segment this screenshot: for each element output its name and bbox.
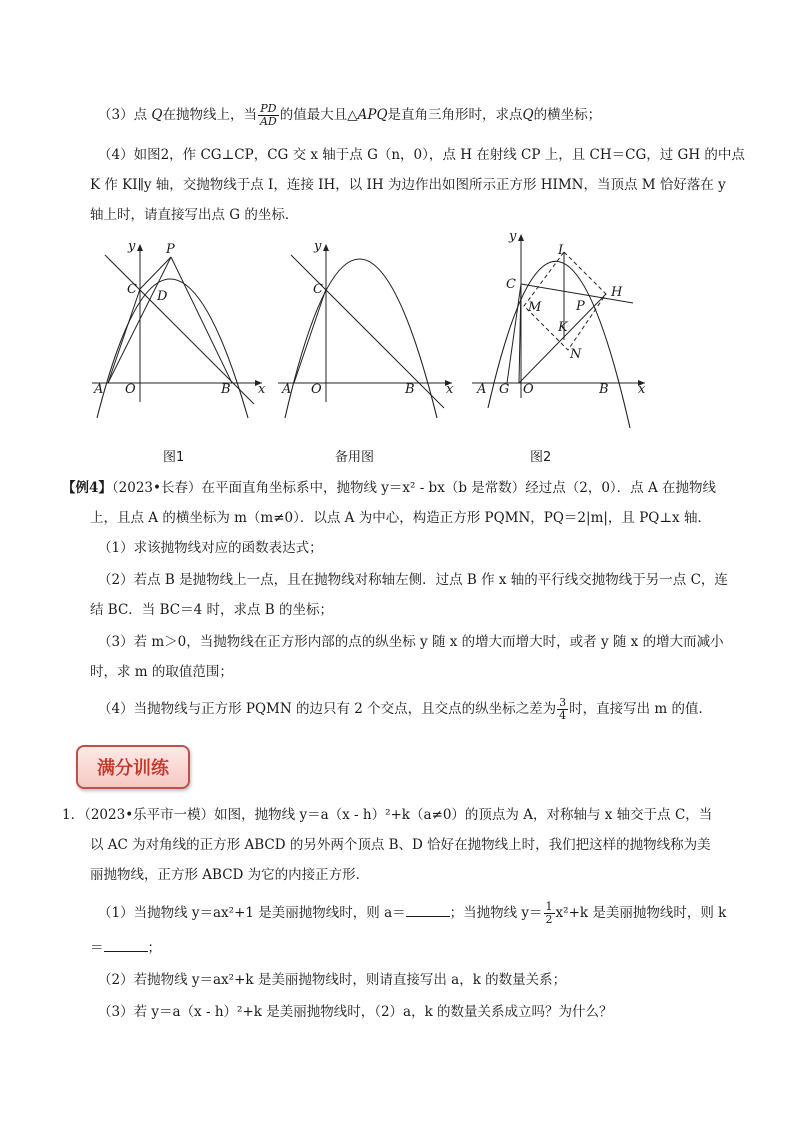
question-4-line3: 轴上时，请直接写出点 G 的坐标．	[90, 207, 299, 223]
fig1-label-x: x	[258, 382, 266, 397]
fig1-label-o: O	[125, 382, 136, 397]
caption-backup: 备用图	[335, 450, 375, 465]
fig1-seg-ac	[108, 289, 140, 383]
fig1-label-a: A	[94, 382, 104, 397]
fig3-label-o: O	[523, 382, 534, 397]
figure-1	[92, 239, 266, 418]
example-4-q2-line1: （2）若点 B 是抛物线上一点，且在抛物线对称轴左侧．过点 B 作 x 轴的平行线交抛物线于另一点 C，连	[98, 572, 728, 588]
fig3-label-x: x	[638, 382, 646, 397]
figure-2	[472, 229, 646, 428]
fig2-label-x: x	[446, 382, 454, 397]
fig3-y-arrow	[518, 234, 524, 241]
fig3-label-c: C	[506, 277, 516, 292]
question-4-line1: （4）如图2，作 CG⊥CP，CG 交 x 轴于点 G（n，0），点 H 在射线 CP 上，且 CH＝CG，过 GH 的中点	[98, 147, 745, 163]
fig3-label-a: A	[477, 382, 487, 397]
fraction-1-2: $\frac{1}{2}$	[545, 900, 553, 926]
problem-1-q2: （2）若抛物线 y＝ax²+k 是美丽抛物线时，则请直接写出 a，k 的数量关系；	[98, 972, 567, 988]
caption-fig1: 图1	[163, 450, 185, 465]
caption-fig2: 图2	[530, 450, 552, 465]
fraction-pd-ad: $\frac{PD}{AD}$	[259, 102, 277, 128]
fig2-seg-ac	[294, 289, 326, 383]
fig2-label-c: C	[313, 282, 323, 297]
fig1-y-arrow	[137, 244, 143, 251]
fig1-label-b: B	[221, 382, 231, 397]
fig3-label-i: I	[558, 243, 564, 258]
problem-1-q1: （1）当抛物线 y＝ax²+1 是美丽抛物线时，则 a＝ ；当抛物线 y＝ $\frac{1}{2}$ x²+k 是美丽抛物线时，则 k	[98, 900, 727, 926]
fraction-3-4: $\frac{3}{4}$	[559, 696, 567, 722]
answer-blank-k[interactable]	[104, 938, 148, 952]
fig1-label-y: y	[128, 239, 136, 254]
fig2-label-y: y	[314, 239, 322, 254]
fig3-label-m: M	[528, 300, 542, 315]
fig1-label-d: D	[157, 289, 168, 304]
fig3-label-n: N	[570, 347, 582, 362]
question-3: （3）点 Q在抛物线上，当 $\frac{PD}{AD}$ 的值最大且△APQ是直角三角形时，求点Q的横坐标；	[98, 102, 602, 128]
fig2-label-b: B	[405, 382, 415, 397]
example-4-line2: 上，且点 A 的横坐标为 m（m≠0）．以点 A 为中心，构造正方形 PQMN，PQ＝2|m|，且 PQ⊥x 轴．	[90, 510, 711, 526]
example-4-q3-line1: （3）若 m＞0，当抛物线在正方形内部的点的纵坐标 y 随 x 的增大而增大时，或者 y 随 x 的增大而减小	[98, 634, 724, 650]
answer-blank-a[interactable]	[406, 903, 450, 917]
fig3-label-p: P	[576, 299, 585, 314]
question-4-line2: K 作 KI∥y 轴，交抛物线于点 I，连接 IH，以 IH 为边作出如图所示正方形 HIMN，当顶点 M 恰好落在 y	[90, 177, 726, 193]
fig3-label-h: H	[611, 285, 623, 300]
example-4-q4: （4）当抛物线与正方形 PQMN 的边只有 2 个交点，且交点的纵坐标之差为 $\frac{3}{4}$ 时，直接写出 m 的值．	[98, 696, 713, 722]
problem-1-line2: 以 AC 为对角线的正方形 ABCD 的另外两个顶点 B、D 恰好在抛物线上时，我们把这样的抛物线称为美	[90, 837, 711, 853]
example-4-line1: 【例4】（2023•长春）在平面直角坐标系中，抛物线 y＝x² - bx（b 是常数）经过点（2，0）．点 A 在抛物线	[62, 480, 717, 496]
fig3-label-y: y	[509, 229, 517, 244]
problem-1-line1: 1．（2023•乐平市一模）如图，抛物线 y＝a（x - h）²+k（a≠0）的顶点为 A，对称轴与 x 轴交于点 C，当	[62, 807, 713, 823]
example-4-q1: （1）求该抛物线对应的函数表达式；	[98, 540, 323, 556]
fig2-label-a: A	[282, 382, 292, 397]
fig3-label-k: K	[558, 320, 568, 335]
problem-1-q1-line2: ＝ ；	[90, 940, 161, 956]
full-marks-training-banner: 满分训练	[76, 745, 190, 789]
example-4-q2-line2: 结 BC．当 BC＝4 时，求点 B 的坐标；	[90, 602, 333, 618]
fig1-label-c: C	[127, 282, 137, 297]
problem-1-q3: （3）若 y＝a（x - h）²+k 是美丽抛物线时，（2）a，k 的数量关系成立吗？为什么？	[98, 1004, 613, 1020]
figure-backup	[278, 239, 454, 418]
problem-1-line3: 丽抛物线，正方形 ABCD 为它的内接正方形．	[90, 867, 370, 883]
fig2-y-arrow	[323, 244, 329, 251]
fig1-seg-pb	[171, 257, 232, 383]
fig3-label-g: G	[499, 382, 510, 397]
fig2-label-o: O	[311, 382, 322, 397]
example-4-q3-line2: 时，求 m 的取值范围；	[90, 664, 233, 680]
fig1-label-p: P	[166, 242, 175, 257]
fig3-label-b: B	[599, 382, 609, 397]
